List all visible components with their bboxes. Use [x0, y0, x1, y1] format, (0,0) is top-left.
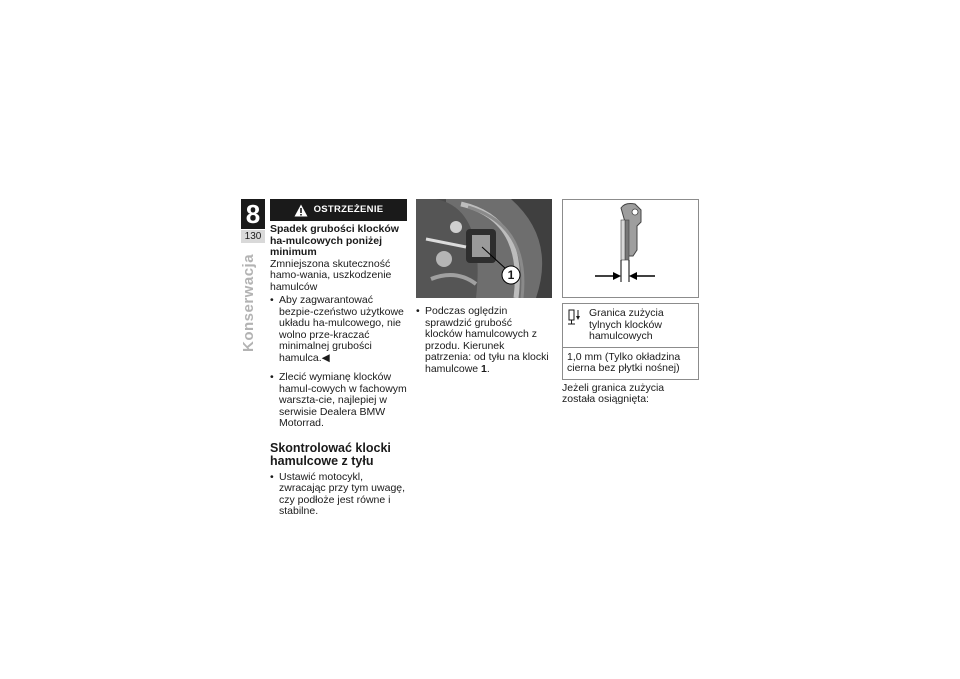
page-number: 130	[241, 230, 265, 243]
section-bullet: • Ustawić motocykl, zwracając przy tym uwagę, czy podłoże jest równe i stabilne.	[270, 472, 407, 518]
chapter-number-tab: 8	[241, 199, 265, 229]
warning-triangle-icon	[294, 204, 308, 217]
column-left	[270, 199, 407, 518]
section-title: Skontrolować klocki hamulcowe z tyłu	[270, 440, 391, 468]
callout-reference: 1	[481, 362, 487, 375]
warning-heading: OSTRZEŻENIE	[313, 204, 384, 216]
after-text: Jeżeli granica zużycia została osiągnięta:	[562, 381, 665, 405]
bullet-end: .	[486, 362, 490, 375]
spec-table	[562, 303, 699, 380]
spec-row-label	[563, 304, 698, 348]
warning-bullet: • Zlecić wymianę klocków hamul-cowych w fachowym warszta-cie, najlepiej w serwisie Dealera BMW Motorrad.	[270, 372, 407, 430]
brake-pad-illustration	[562, 199, 699, 298]
photo-callout-label: 1	[507, 268, 515, 282]
column-middle	[416, 199, 552, 375]
warning-bullet	[270, 295, 407, 364]
inspection-bullet	[416, 306, 552, 375]
chapter-title-vertical: Konserwacja	[240, 253, 257, 352]
spec-label: Granica zużycia tylnych klocków hamulcowych	[589, 307, 664, 342]
end-mark: ◀	[321, 351, 330, 364]
brake-caliper-photo	[416, 199, 552, 298]
inspection-bullet-text: Podczas oględzin sprawdzić grubość klocków hamulcowych z przodu. Kierunek patrzenia: od tyłu na klocki hamulcowe	[425, 305, 549, 375]
wear-limit-icon	[567, 308, 583, 326]
warning-bullet-text: Aby zagwarantować bezpie-czeństwo użytkowe układu ha-mulcowego, nie wolno prze-kraczać minimalnej grubości hamulca.	[279, 294, 404, 364]
warning-header	[270, 199, 407, 221]
spec-value: 1,0 mm (Tylko okładzina cierna bez płytki nośnej)	[567, 350, 681, 374]
warning-title: Spadek grubości klocków ha-mulcowych poniżej minimum	[270, 223, 399, 258]
column-right	[562, 199, 699, 406]
warning-body: Zmniejszona skuteczność hamo-wania, uszkodzenie hamulców	[270, 257, 392, 293]
